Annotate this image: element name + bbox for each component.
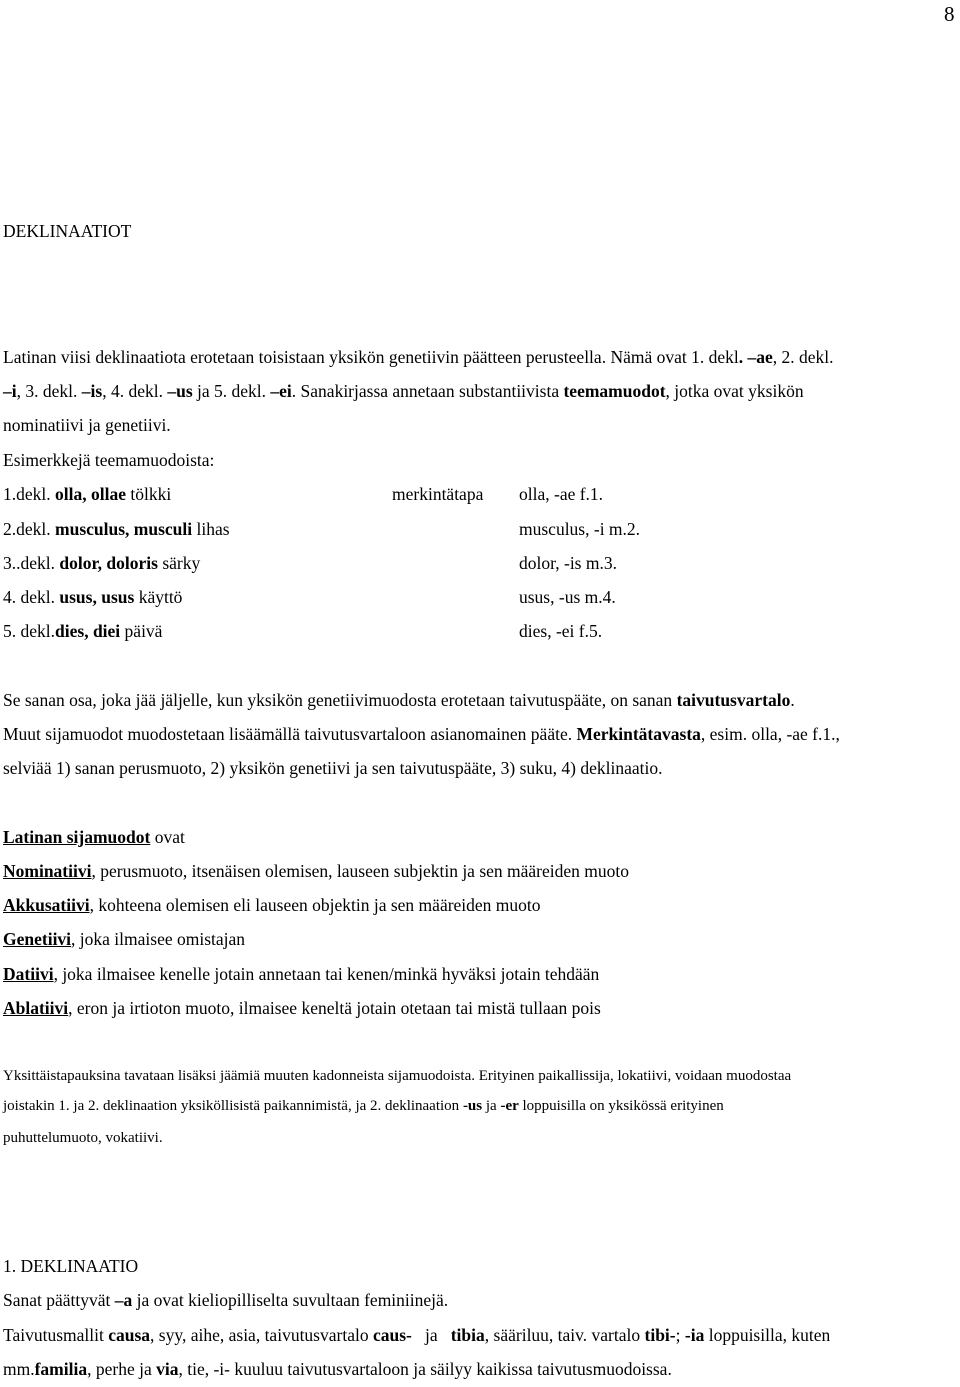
case-item-datiivi: Datiivi, joka ilmaisee kenelle jotain annetaan tai kenen/minkä hyväksi jotain tehdään <box>3 964 600 984</box>
intro-line-3: nominatiivi ja genetiivi. <box>3 415 171 435</box>
cases-title: Latinan sijamuodot ovat <box>3 827 185 847</box>
example-notation-4: usus, -us m.4. <box>519 587 616 607</box>
stem-line-3: selviää 1) sanan perusmuoto, 2) yksikön genetiivi ja sen taivutuspääte, 3) suku, 4) deklinaatio. <box>3 758 663 778</box>
case-item-ablatiivi: Ablatiivi, eron ja irtioton muoto, ilmaisee keneltä jotain otetaan tai mistä tullaan pois <box>3 998 601 1018</box>
example-row-1: 1.dekl. olla, ollae tölkki <box>3 484 172 504</box>
declension-1-line-2: Taivutusmallit causa, syy, aihe, asia, taivutusvartalo caus- ja tibia, sääriluu, taiv. vartalo tibi-; -ia loppuisilla, kuten <box>3 1325 831 1345</box>
example-row-5: 5. dekl.dies, diei päivä <box>3 621 163 641</box>
case-item-akkusatiivi: Akkusatiivi, kohteena olemisen eli lauseen objektin ja sen määreiden muoto <box>3 895 541 915</box>
example-row-3: 3..dekl. dolor, doloris särky <box>3 553 201 573</box>
examples-header: merkintätapa <box>392 484 484 504</box>
stem-line-1: Se sanan osa, joka jää jäljelle, kun yksikön genetiivimuodosta erotetaan taivutuspääte, on sanan taivutusvartalo. <box>3 690 795 710</box>
declension-1-heading: 1. DEKLINAATIO <box>3 1256 139 1276</box>
example-notation-5: dies, -ei f.5. <box>519 621 603 641</box>
intro-line-2: –i, 3. dekl. –is, 4. dekl. –us ja 5. dekl. –ei. Sanakirjassa annetaan substantiivista teemamuodot, jotka ovat yksikön <box>3 381 804 401</box>
stem-line-2: Muut sijamuodot muodostetaan lisäämällä taivutusvartaloon asianomainen pääte. Merkintätavasta, esim. olla, -ae f.1., <box>3 724 840 744</box>
example-row-2: 2.dekl. musculus, musculi lihas <box>3 519 230 539</box>
case-item-genetiivi: Genetiivi, joka ilmaisee omistajan <box>3 929 246 949</box>
declension-1-line-3: mm.familia, perhe ja via, tie, -i- kuuluu taivutusvartaloon ja säilyy kaikissa taivutusmuodoissa. <box>3 1359 672 1379</box>
note-line-3: puhuttelumuoto, vokatiivi. <box>3 1130 163 1146</box>
example-notation-3: dolor, -is m.3. <box>519 553 617 573</box>
intro-line-1: Latinan viisi deklinaatiota erotetaan toisistaan yksikön genetiivin päätteen perusteella. Nämä ovat 1. dekl. –ae, 2. dekl. <box>3 347 834 367</box>
case-item-nominatiivi: Nominatiivi, perusmuoto, itsenäisen olemisen, lauseen subjektin ja sen määreiden muoto <box>3 861 629 881</box>
example-notation-1: olla, -ae f.1. <box>519 484 604 504</box>
declension-1-line-1: Sanat päättyvät –a ja ovat kieliopilliselta suvultaan feminiinejä. <box>3 1290 449 1310</box>
intro-line-4: Esimerkkejä teemamuodoista: <box>3 450 215 470</box>
example-notation-2: musculus, -i m.2. <box>519 519 641 539</box>
note-line-2: joistakin 1. ja 2. deklinaation yksiköllisistä paikannimistä, ja 2. deklinaation -us ja -er loppuisilla on yksikössä erityinen <box>3 1098 724 1114</box>
note-line-1: Yksittäistapauksina tavataan lisäksi jäämiä muuten kadonneista sijamuodoista. Erityinen paikallissija, lokatiivi, voidaan muodostaa <box>3 1068 792 1084</box>
example-row-4: 4. dekl. usus, usus käyttö <box>3 587 183 607</box>
page-heading: DEKLINAATIOT <box>3 221 132 241</box>
page-number: 8 <box>944 2 955 26</box>
